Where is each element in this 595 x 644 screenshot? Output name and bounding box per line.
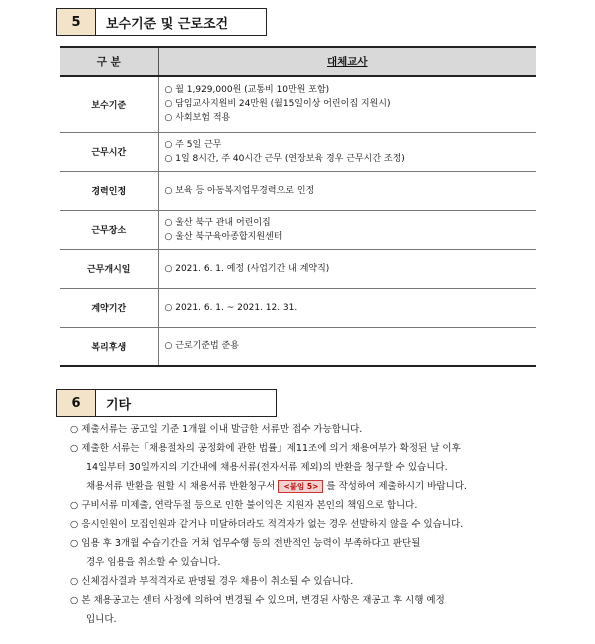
section-5-header xyxy=(56,8,267,36)
row-line: ○ 근로기준법 준용 xyxy=(164,341,239,352)
note-item: ○ 응시인원이 모집인원과 같거나 미달하더라도 적격자가 없는 경우 선발하지 않을 수 있습니다. xyxy=(70,519,464,530)
note-item: ○ 임용 후 3개월 수습기간을 거쳐 업무수행 등의 전반적인 능력이 부족하다고 판단될 xyxy=(70,538,421,549)
note-item: ○ 본 채용공고는 센터 사정에 의하여 변경될 수 있으며, 변경된 사항은 재공고 후 시행 예정 xyxy=(70,595,445,606)
table-row xyxy=(60,327,536,366)
table-header-row xyxy=(60,47,536,76)
row-line: ○ 보육 등 아동복지업무경력으로 인정 xyxy=(164,185,315,196)
section-number: 5 xyxy=(56,8,96,36)
table-row xyxy=(60,132,536,171)
row-label: 근무장소 xyxy=(60,210,158,249)
attachment-tag: <붙임 5> xyxy=(278,480,323,493)
section-number: 6 xyxy=(56,389,96,417)
row-label: 근무개시일 xyxy=(60,249,158,288)
table-row xyxy=(60,249,536,288)
note-continuation: 입니다. xyxy=(86,614,117,625)
row-content xyxy=(158,327,536,366)
header-category: 구 분 xyxy=(60,47,158,76)
conditions-table xyxy=(60,46,536,367)
note-item: ○ 구비서류 미제출, 연락두절 등으로 인한 불이익은 지원자 본인의 책임으로 합니다. xyxy=(70,500,418,511)
row-content xyxy=(158,249,536,288)
row-line: ○ 사회보험 적용 xyxy=(164,113,231,124)
row-content xyxy=(158,76,536,132)
note-text: 채용서류 반환을 원할 시 채용서류 반환청구서 xyxy=(86,481,279,492)
header-substitute-teacher: 대체교사 xyxy=(158,47,536,76)
note-text: 를 작성하여 제출하시기 바랍니다. xyxy=(323,481,467,492)
row-line: ○ 울산 북구 관내 어린이집 xyxy=(164,217,271,228)
section-6-header xyxy=(56,389,277,417)
note-continuation xyxy=(70,477,550,496)
row-line: ○ 월 1,929,000원 (교통비 10만원 포함) xyxy=(164,85,330,96)
row-content xyxy=(158,210,536,249)
row-content xyxy=(158,288,536,327)
note-item: ○ 제출서류는 공고일 기준 1개월 이내 발급한 서류만 접수 가능합니다. xyxy=(70,424,363,435)
row-label: 경력인정 xyxy=(60,171,158,210)
row-label: 근무시간 xyxy=(60,132,158,171)
row-line: ○ 1일 8시간, 주 40시간 근무 (연장보육 경우 근무시간 조정) xyxy=(164,153,405,164)
note-item: ○ 신체검사결과 부적격자로 판명될 경우 채용이 취소될 수 있습니다. xyxy=(70,576,354,587)
table-row xyxy=(60,288,536,327)
row-line: ○ 울산 북구육아종합지원센터 xyxy=(164,231,283,242)
note-item: ○ 제출한 서류는「채용절차의 공정화에 관한 법률」제11조에 의거 채용여부가 확정된 날 이후 xyxy=(70,443,461,454)
row-line: ○ 2021. 6. 1. 예정 (사업기간 내 계약직) xyxy=(164,263,330,274)
section-title: 기타 xyxy=(96,389,277,417)
row-line: ○ 주 5일 근무 xyxy=(164,139,222,150)
section-title: 보수기준 및 근로조건 xyxy=(96,8,267,36)
note-continuation: 14일부터 30일까지의 기간내에 채용서류(전자서류 제외)의 반환을 청구할 수 있습니다. xyxy=(86,462,448,473)
row-label: 보수기준 xyxy=(60,76,158,132)
row-content xyxy=(158,132,536,171)
row-content xyxy=(158,171,536,210)
notes-list xyxy=(70,420,550,629)
row-line: ○ 담임교사지원비 24만원 (월15일이상 어린이집 지원시) xyxy=(164,99,391,110)
row-label: 계약기간 xyxy=(60,288,158,327)
row-line: ○ 2021. 6. 1. ~ 2021. 12. 31. xyxy=(164,302,298,313)
note-continuation: 경우 임용을 취소할 수 있습니다. xyxy=(86,557,221,568)
row-label: 복리후생 xyxy=(60,327,158,366)
table-row xyxy=(60,171,536,210)
table-row xyxy=(60,210,536,249)
table-row xyxy=(60,76,536,132)
